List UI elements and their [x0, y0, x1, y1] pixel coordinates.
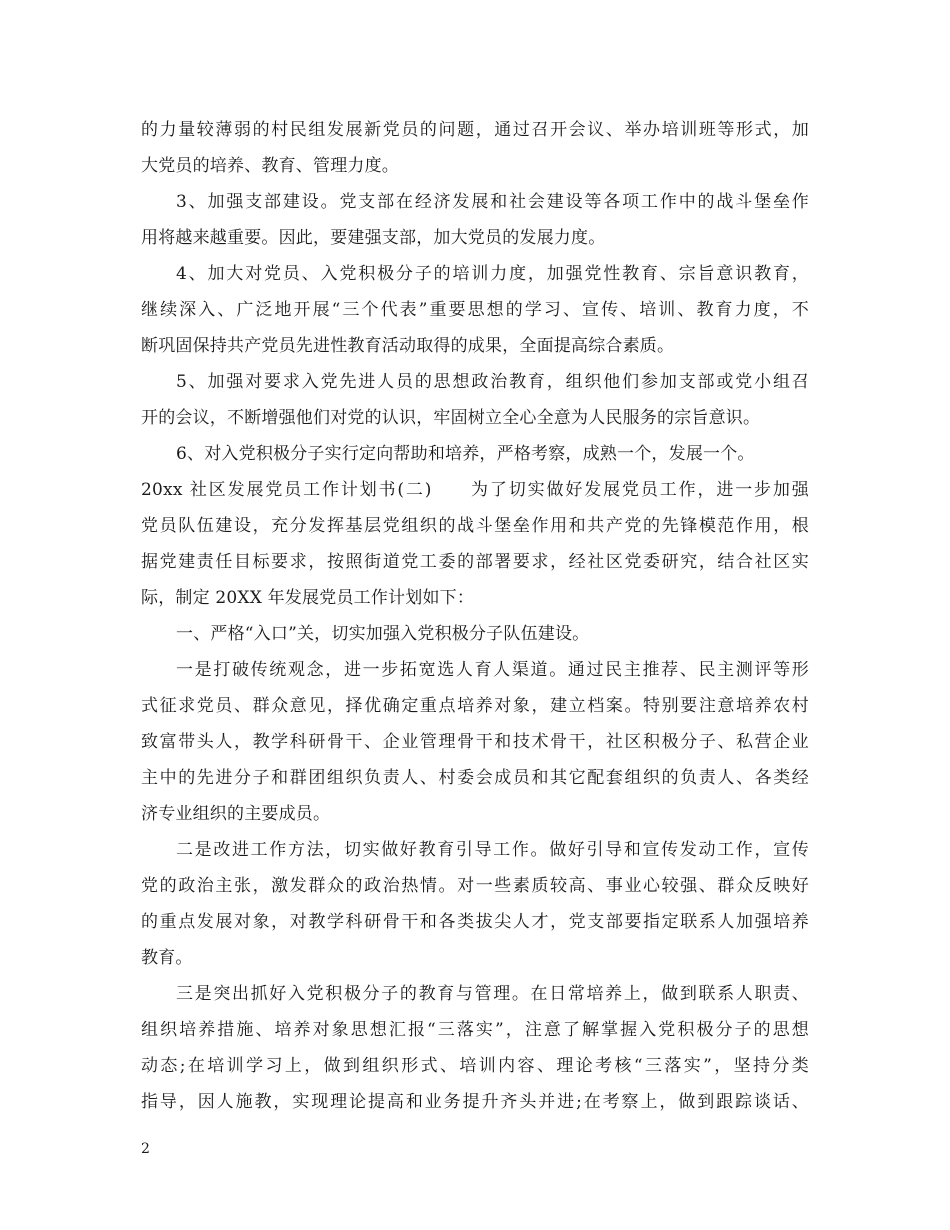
text-line: 动态;在培训学习上，做到组织形式、培训内容、理论考核“三落实”，坚持分类	[141, 1056, 809, 1076]
page-number: 2	[141, 1141, 150, 1157]
text-line: 开的会议，不断增强他们对党的认识，牢固树立全心全意为人民服务的宗旨意识。	[141, 408, 761, 428]
text-line: 20xx 社区发展党员工作计划书(二) 为了切实做好发展党员工作，进一步加强	[141, 480, 809, 500]
text-line: 二是改进工作方法，切实做好教育引导工作。做好引导和宣传发动工作，宣传	[176, 840, 809, 860]
text-line: 主中的先进分子和群团组织负责人、村委会成员和其它配套组织的负责人、各类经	[141, 768, 809, 788]
text-line: 5、加强对要求入党先进人员的思想政治教育，组织他们参加支部或党小组召	[176, 372, 809, 392]
text-line: 断巩固保持共产党员先进性教育活动取得的成果，全面提高综合素质。	[141, 336, 675, 356]
text-line: 党的政治主张，激发群众的政治热情。对一些素质较高、事业心较强、群众反映好	[141, 876, 809, 896]
text-line: 式征求党员、群众意见，择优确定重点培养对象，建立档案。特别要注意培养农村	[141, 696, 809, 716]
text-line: 致富带头人，教学科研骨干、企业管理骨干和技术骨干，社区积极分子、私营企业	[141, 732, 809, 752]
text-line: 3、加强支部建设。党支部在经济发展和社会建设等各项工作中的战斗堡垒作	[176, 192, 809, 212]
text-line: 党员队伍建设，充分发挥基层党组织的战斗堡垒作用和共产党的先锋模范作用，根	[141, 516, 809, 536]
text-line: 据党建责任目标要求，按照街道党工委的部署要求，经社区党委研究，结合社区实	[141, 552, 809, 572]
text-line: 用将越来越重要。因此，要建强支部，加大党员的发展力度。	[141, 228, 606, 248]
text-line: 的力量较薄弱的村民组发展新党员的问题，通过召开会议、举办培训班等形式，加	[141, 120, 809, 140]
text-line: 济专业组织的主要成员。	[141, 804, 331, 824]
text-line: 组织培养措施、培养对象思想汇报“三落实”，注意了解掌握入党积极分子的思想	[141, 1020, 809, 1040]
text-line: 的重点发展对象，对教学科研骨干和各类拔尖人才，党支部要指定联系人加强培养	[141, 912, 809, 932]
section-heading: 一、严格“入口”关，切实加强入党积极分子队伍建设。	[176, 624, 590, 644]
text-line: 教育。	[141, 948, 193, 968]
text-line: 6、对入党积极分子实行定向帮助和培养，严格考察，成熟一个，发展一个。	[176, 444, 755, 464]
text-line: 大党员的培养、教育、管理力度。	[141, 156, 399, 176]
text-line: 际，制定 20XX 年发展党员工作计划如下：	[141, 588, 475, 608]
text-line: 指导，因人施教，实现理论提高和业务提升齐头并进;在考察上，做到跟踪谈话、	[141, 1092, 809, 1112]
text-line: 一是打破传统观念，进一步拓宽选人育人渠道。通过民主推荐、民主测评等形	[176, 660, 809, 680]
text-line: 4、加大对党员、入党积极分子的培训力度，加强党性教育、宗旨意识教育，	[176, 264, 809, 284]
text-line: 三是突出抓好入党积极分子的教育与管理。在日常培养上，做到联系人职责、	[176, 984, 809, 1004]
text-line: 继续深入、广泛地开展“三个代表”重要思想的学习、宣传、培训、教育力度，不	[141, 300, 809, 320]
